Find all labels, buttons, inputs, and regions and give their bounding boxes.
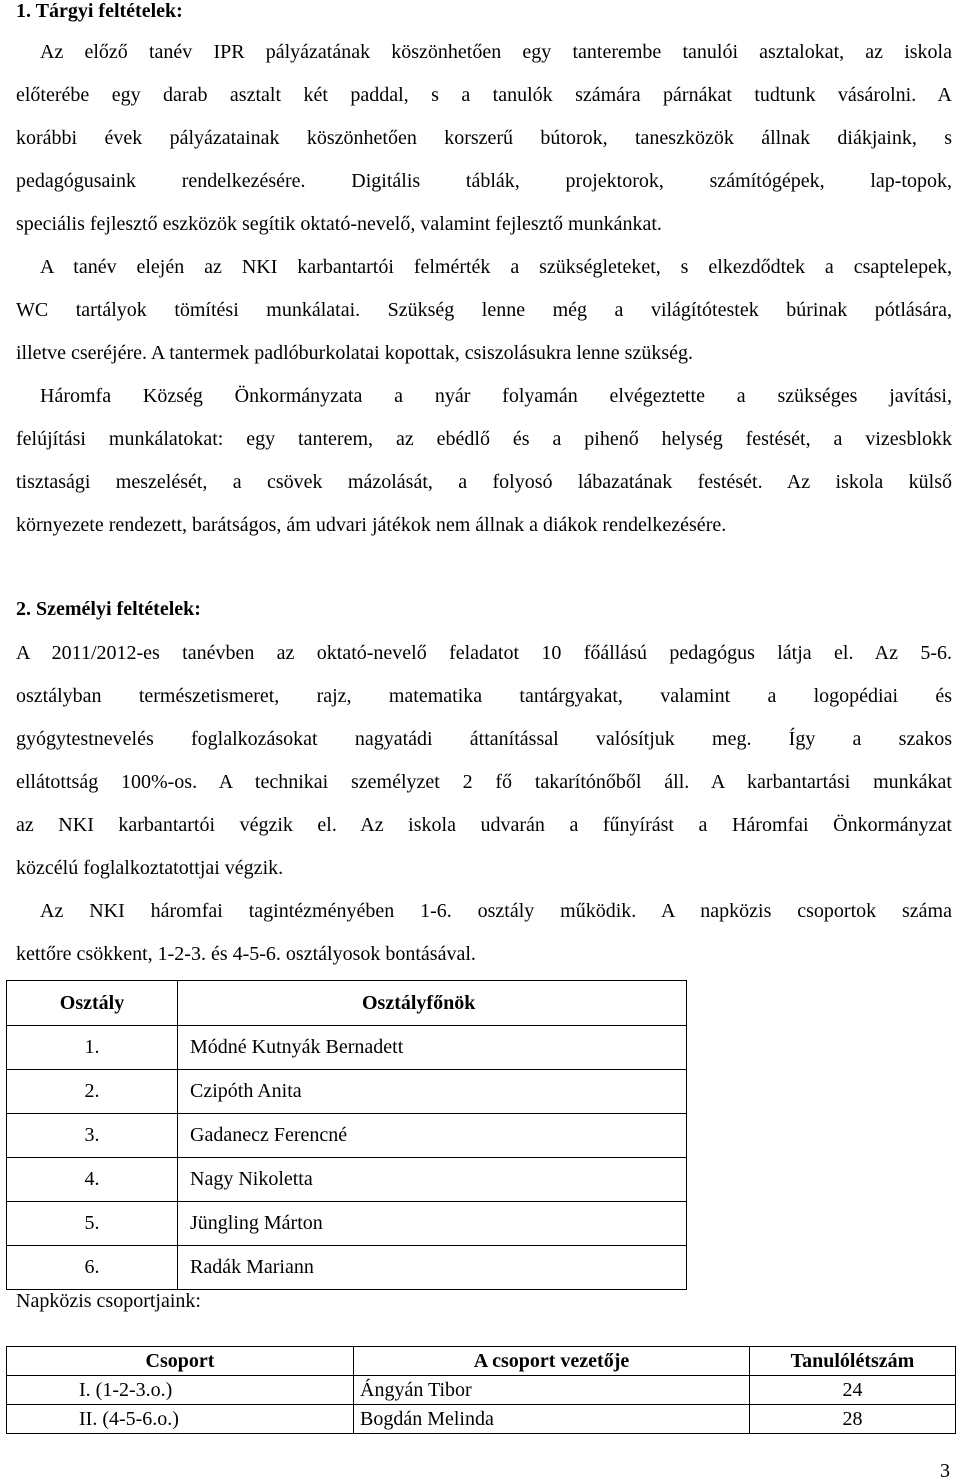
- count-cell: 28: [750, 1405, 956, 1434]
- column-header-osztalyfonok: Osztályfőnök: [178, 981, 687, 1026]
- table-header-row: [7, 981, 687, 1026]
- column-header-csoport: Csoport: [7, 1347, 354, 1376]
- table-row: [7, 1026, 687, 1070]
- table-row: [7, 1114, 687, 1158]
- paragraph-line: A tanév elején az NKI karbantartói felmérték a szükségleteket, s elkezdődtek a csaptelepek,: [40, 256, 952, 278]
- class-cell: 2.: [7, 1070, 178, 1114]
- paragraph-line: pedagógusaink rendelkezésére. Digitális táblák, projektorok, számítógépek, lap-topok,: [16, 170, 952, 192]
- section-heading-targyi: 1. Tárgyi feltételek:: [16, 0, 183, 22]
- teacher-cell: Radák Mariann: [178, 1246, 687, 1290]
- paragraph-line: felújítási munkálatokat: egy tanterem, az ebédlő és a pihenő helység festését, a vizesblokk: [16, 428, 952, 450]
- paragraph-line: osztályban természetismeret, rajz, matematika tantárgyakat, valamint a logopédiai és: [16, 685, 952, 707]
- paragraph-line: ellátottság 100%-os. A technikai személyzet 2 fő takarítónőből áll. A karbantartási munkákat: [16, 771, 952, 793]
- class-teacher-table: [6, 980, 687, 1290]
- class-cell: 3.: [7, 1114, 178, 1158]
- leader-cell: Bogdán Melinda: [354, 1405, 750, 1434]
- count-cell: 24: [750, 1376, 956, 1405]
- paragraph-line: környezete rendezett, barátságos, ám udvari játékok nem állnak a diákok rendelkezésére.: [16, 514, 727, 536]
- column-header-vezeto: A csoport vezetője: [354, 1347, 750, 1376]
- paragraph-line: gyógytestnevelés foglalkozásokat nagyatádi áttanítással valósítjuk meg. Így a szakos: [16, 728, 952, 750]
- page-number: 3: [940, 1460, 950, 1482]
- napkozis-label: Napközis csoportjaink:: [16, 1290, 201, 1312]
- napkozis-group-table: [6, 1346, 956, 1434]
- column-header-letszam: Tanulólétszám: [750, 1347, 956, 1376]
- paragraph-line: előterébe egy darab asztalt két paddal, s a tanulók számára párnákat tudtunk vásárolni. A: [16, 84, 952, 106]
- teacher-cell: Gadanecz Ferencné: [178, 1114, 687, 1158]
- table-row: [7, 1158, 687, 1202]
- paragraph-line: Az NKI háromfai tagintézményében 1-6. osztály működik. A napközis csoportok száma: [40, 900, 952, 922]
- class-cell: 1.: [7, 1026, 178, 1070]
- paragraph-line: speciális fejlesztő eszközök segítik oktató-nevelő, valamint fejlesztő munkánkat.: [16, 213, 662, 235]
- column-header-osztaly: Osztály: [7, 981, 178, 1026]
- class-cell: 6.: [7, 1246, 178, 1290]
- table-row: [7, 1070, 687, 1114]
- teacher-cell: Módné Kutnyák Bernadett: [178, 1026, 687, 1070]
- paragraph-line: tisztasági meszelését, a csövek mázolását, a folyosó lábazatának festését. Az iskola külső: [16, 471, 952, 493]
- paragraph-line: közcélú foglalkoztatottjai végzik.: [16, 857, 284, 879]
- class-cell: 4.: [7, 1158, 178, 1202]
- paragraph-line: az NKI karbantartói végzik el. Az iskola udvarán a fűnyírást a Háromfai Önkormányzat: [16, 814, 952, 836]
- paragraph-line: korábbi évek pályázatainak köszönhetően korszerű bútorok, taneszközök állnak diákjaink, s: [16, 127, 952, 149]
- table-row: [7, 1405, 956, 1434]
- paragraph-line: A 2011/2012-es tanévben az oktató-nevelő feladatot 10 főállású pedagógus látja el. Az 5-6.: [16, 642, 952, 664]
- group-cell: II. (4-5-6.o.): [7, 1405, 354, 1434]
- paragraph-line: Az előző tanév IPR pályázatának köszönhetően egy tanterembe tanulói asztalokat, az iskola: [40, 41, 952, 63]
- teacher-cell: Czipóth Anita: [178, 1070, 687, 1114]
- paragraph-line: illetve cseréjére. A tantermek padlóburkolatai kopottak, csiszolásukra lenne szükség.: [16, 342, 693, 364]
- group-cell: I. (1-2-3.o.): [7, 1376, 354, 1405]
- table-row: [7, 1202, 687, 1246]
- leader-cell: Ángyán Tibor: [354, 1376, 750, 1405]
- table-header-row: [7, 1347, 956, 1376]
- paragraph-line: Háromfa Község Önkormányzata a nyár folyamán elvégeztette a szükséges javítási,: [40, 385, 952, 407]
- table-row: [7, 1246, 687, 1290]
- table-row: [7, 1376, 956, 1405]
- paragraph-line: kettőre csökkent, 1-2-3. és 4-5-6. osztályosok bontásával.: [16, 943, 476, 965]
- paragraph-line: WC tartályok tömítési munkálatai. Szükség lenne még a világítótestek búrinak pótlására,: [16, 299, 952, 321]
- section-heading-szemelyi: 2. Személyi feltételek:: [16, 598, 201, 620]
- teacher-cell: Jüngling Márton: [178, 1202, 687, 1246]
- class-cell: 5.: [7, 1202, 178, 1246]
- teacher-cell: Nagy Nikoletta: [178, 1158, 687, 1202]
